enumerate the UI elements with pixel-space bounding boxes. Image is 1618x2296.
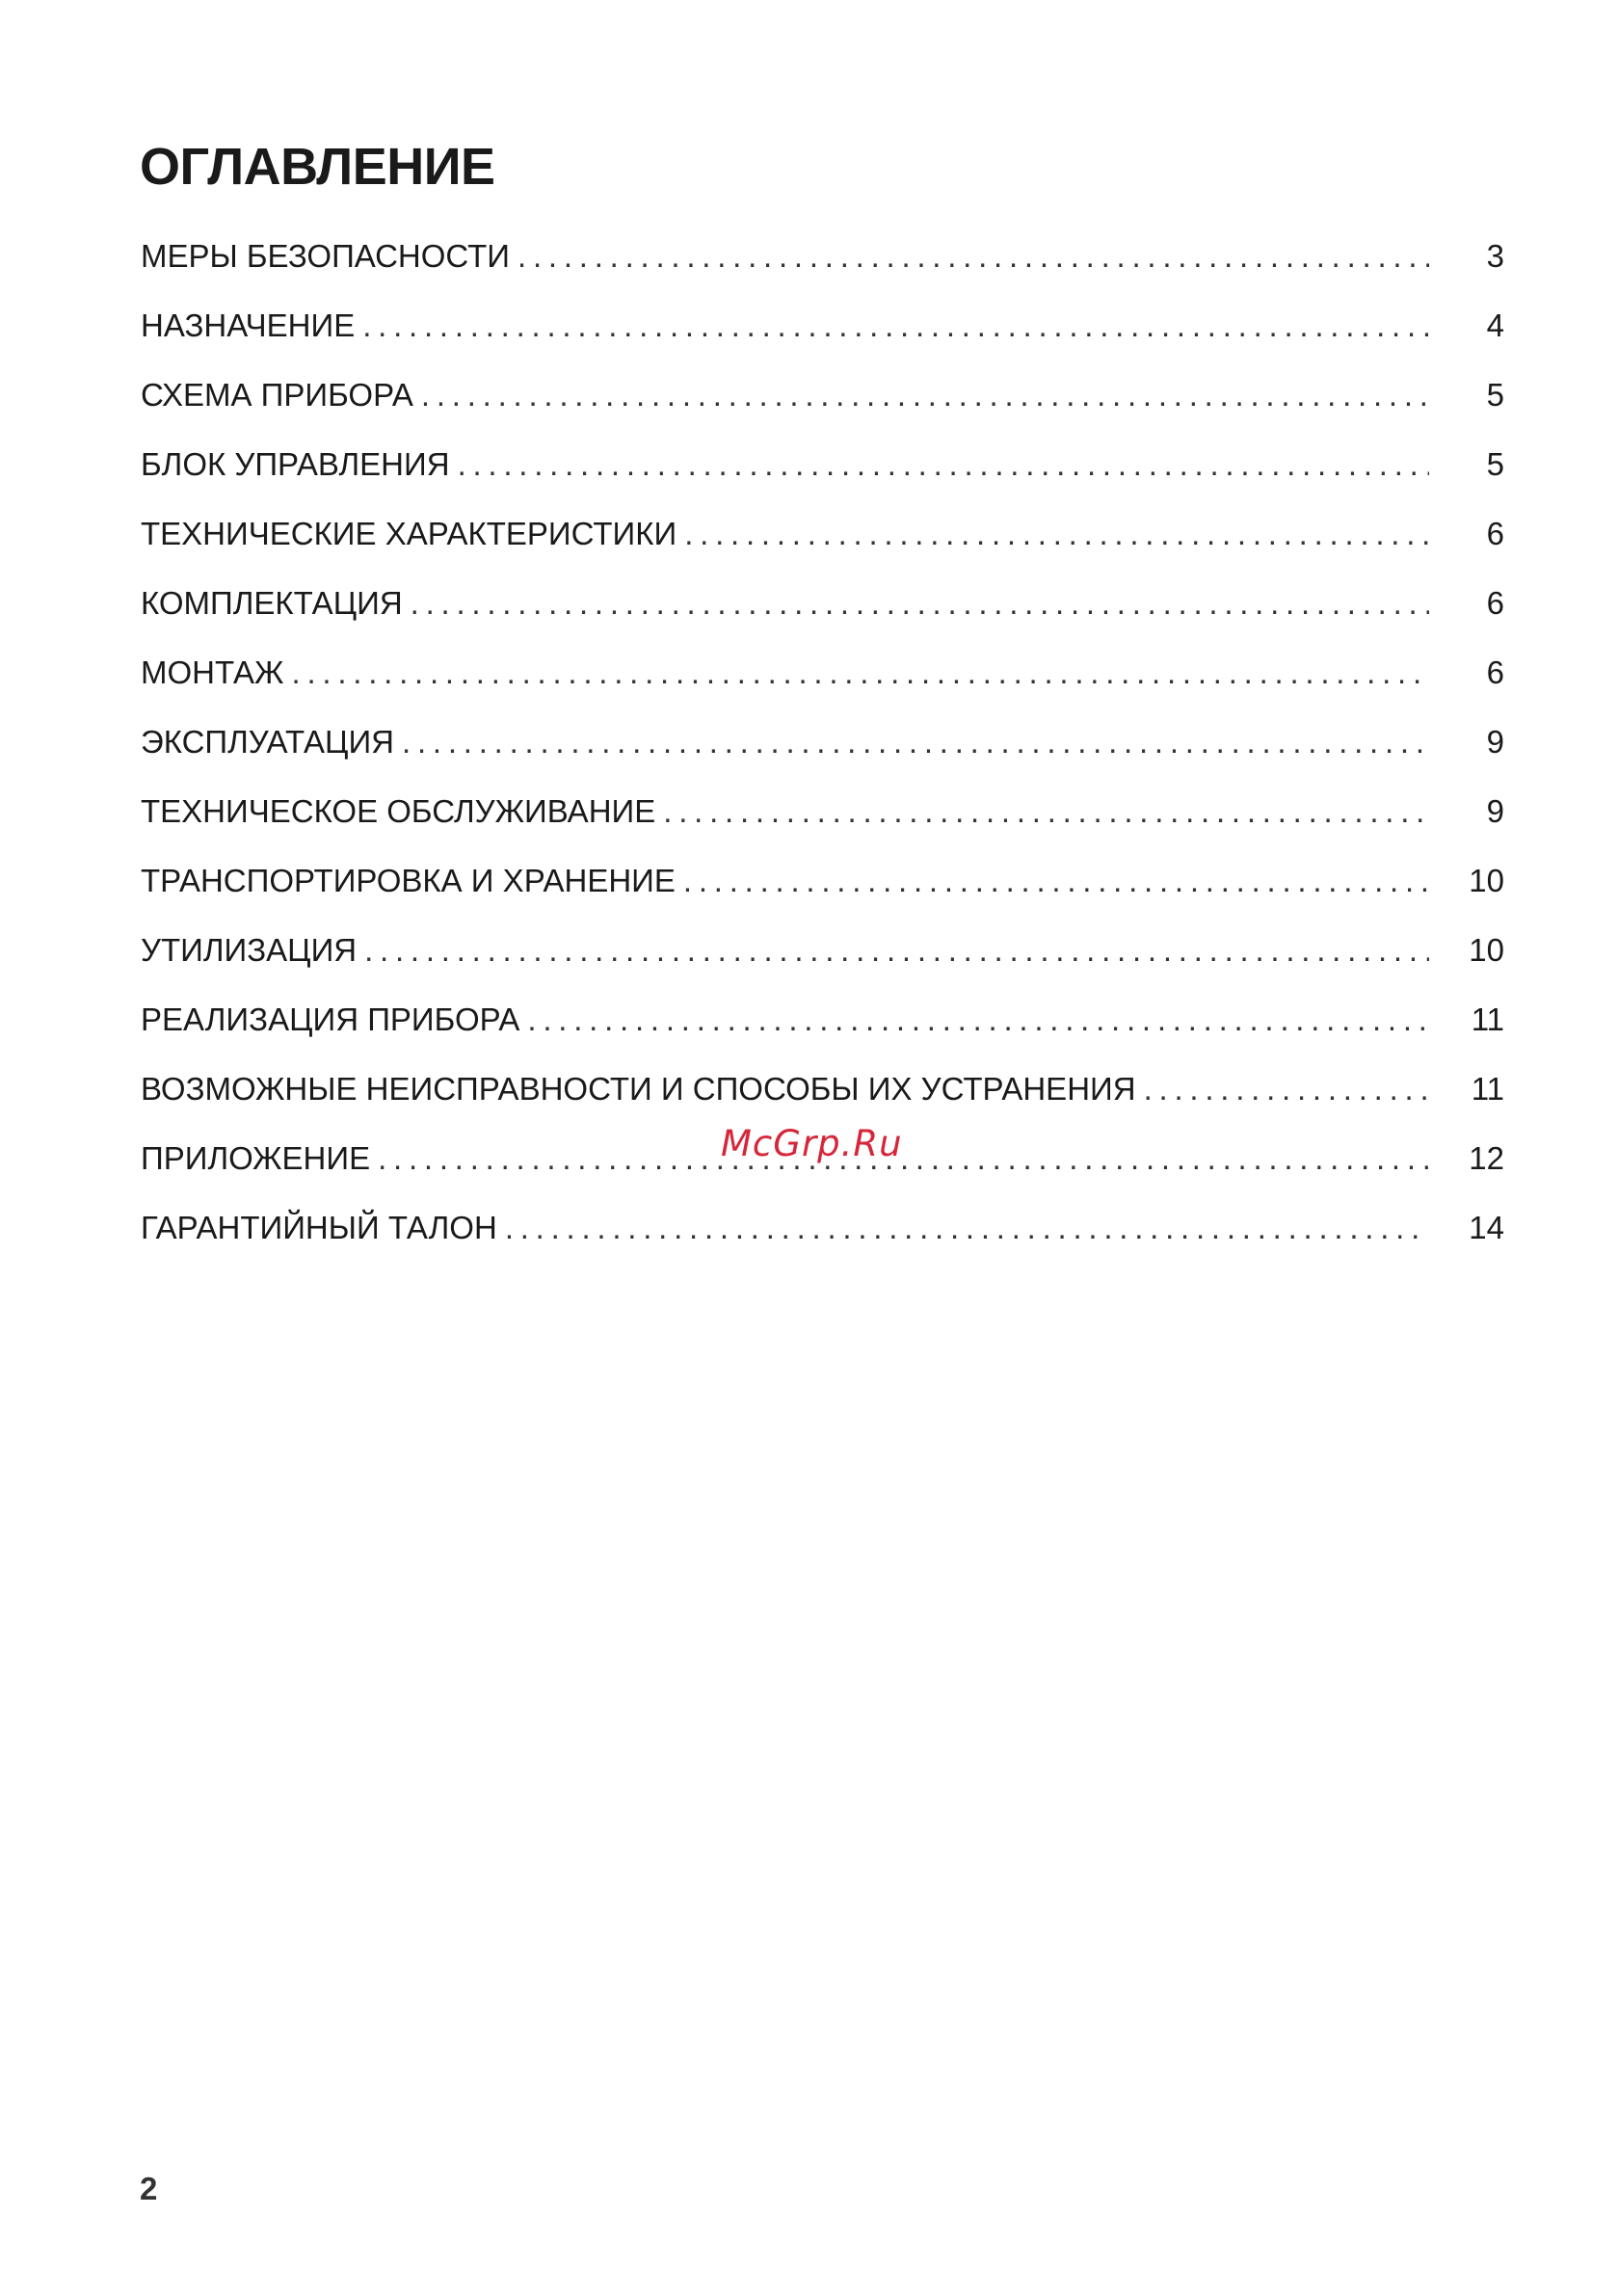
toc-title: ОГЛАВЛЕНИЕ: [140, 138, 495, 196]
toc-entry-page: 3: [1486, 238, 1504, 274]
toc-entry-page: 9: [1486, 793, 1504, 829]
toc-entry[interactable]: [141, 1062, 1504, 1132]
toc-entry-label: ГАРАНТИЙНЫЙ ТАЛОН: [141, 1210, 497, 1245]
page-number: 2: [140, 2171, 158, 2206]
dot-leader: [458, 438, 1429, 492]
dot-leader: [364, 923, 1429, 977]
dot-leader: [421, 368, 1429, 422]
watermark: McGrp.Ru: [717, 1123, 907, 1164]
toc-entry[interactable]: [141, 507, 1504, 576]
toc-entry-page: 10: [1469, 863, 1504, 898]
toc-entry[interactable]: [141, 229, 1504, 299]
toc-entry-label: МОНТАЖ: [141, 654, 284, 690]
dot-leader: [527, 993, 1429, 1047]
toc-entry-page: 4: [1486, 307, 1504, 343]
toc-entry-page: 11: [1471, 1001, 1504, 1037]
toc-entry-label: УТИЛИЗАЦИЯ: [141, 932, 358, 968]
toc-entry[interactable]: [141, 993, 1504, 1062]
toc-entry[interactable]: [141, 854, 1504, 923]
toc-entry-label: ТЕХНИЧЕСКИЕ ХАРАКТЕРИСТИКИ: [141, 516, 677, 551]
toc-entry-page: 14: [1469, 1210, 1504, 1245]
dot-leader: [684, 507, 1429, 561]
dot-leader: [663, 785, 1429, 839]
toc-entry[interactable]: [141, 646, 1504, 715]
dot-leader: [683, 854, 1429, 908]
dot-leader: [517, 229, 1429, 283]
toc-entry[interactable]: [141, 1201, 1504, 1270]
toc-entry-page: 9: [1486, 724, 1504, 760]
dot-leader: [505, 1201, 1429, 1255]
toc-entry-page: 5: [1486, 446, 1504, 482]
toc-entry-label: СХЕМА ПРИБОРА: [141, 377, 413, 413]
dot-leader: [292, 646, 1429, 700]
toc-entry[interactable]: [141, 299, 1504, 368]
toc-entry-label: БЛОК УПРАВЛЕНИЯ: [141, 446, 450, 482]
toc-entry[interactable]: [141, 368, 1504, 438]
toc-entry[interactable]: [141, 785, 1504, 854]
toc-entry[interactable]: [141, 438, 1504, 507]
toc-entry-page: 6: [1486, 654, 1504, 690]
dot-leader: [411, 576, 1429, 630]
dot-leader: [402, 715, 1429, 769]
toc-entry-page: 12: [1469, 1140, 1504, 1176]
toc-entry-label: ТРАНСПОРТИРОВКА И ХРАНЕНИЕ: [141, 863, 676, 898]
toc-entry-page: 6: [1486, 585, 1504, 621]
toc-entry-page: 6: [1486, 516, 1504, 551]
toc-entry-label: ВОЗМОЖНЫЕ НЕИСПРАВНОСТИ И СПОСОБЫ ИХ УСТРАНЕНИЯ: [141, 1071, 1136, 1107]
table-of-contents: [141, 229, 1504, 1270]
toc-entry-label: КОМПЛЕКТАЦИЯ: [141, 585, 403, 621]
dot-leader: [362, 299, 1429, 353]
dot-leader: [1144, 1062, 1429, 1116]
toc-entry-label: МЕРЫ БЕЗОПАСНОСТИ: [141, 238, 511, 274]
toc-entry-page: 5: [1486, 377, 1504, 413]
toc-entry-label: НАЗНАЧЕНИЕ: [141, 307, 356, 343]
toc-entry[interactable]: [141, 576, 1504, 646]
toc-entry-label: ЭКСПЛУАТАЦИЯ: [141, 724, 395, 760]
toc-entry-label: ПРИЛОЖЕНИЕ: [141, 1140, 371, 1176]
toc-entry[interactable]: [141, 715, 1504, 785]
toc-entry-page: 10: [1469, 932, 1504, 968]
toc-entry[interactable]: [141, 923, 1504, 993]
toc-entry-label: РЕАЛИЗАЦИЯ ПРИБОРА: [141, 1001, 520, 1037]
toc-entry-label: ТЕХНИЧЕСКОЕ ОБСЛУЖИВАНИЕ: [141, 793, 656, 829]
toc-entry-page: 11: [1471, 1071, 1504, 1107]
